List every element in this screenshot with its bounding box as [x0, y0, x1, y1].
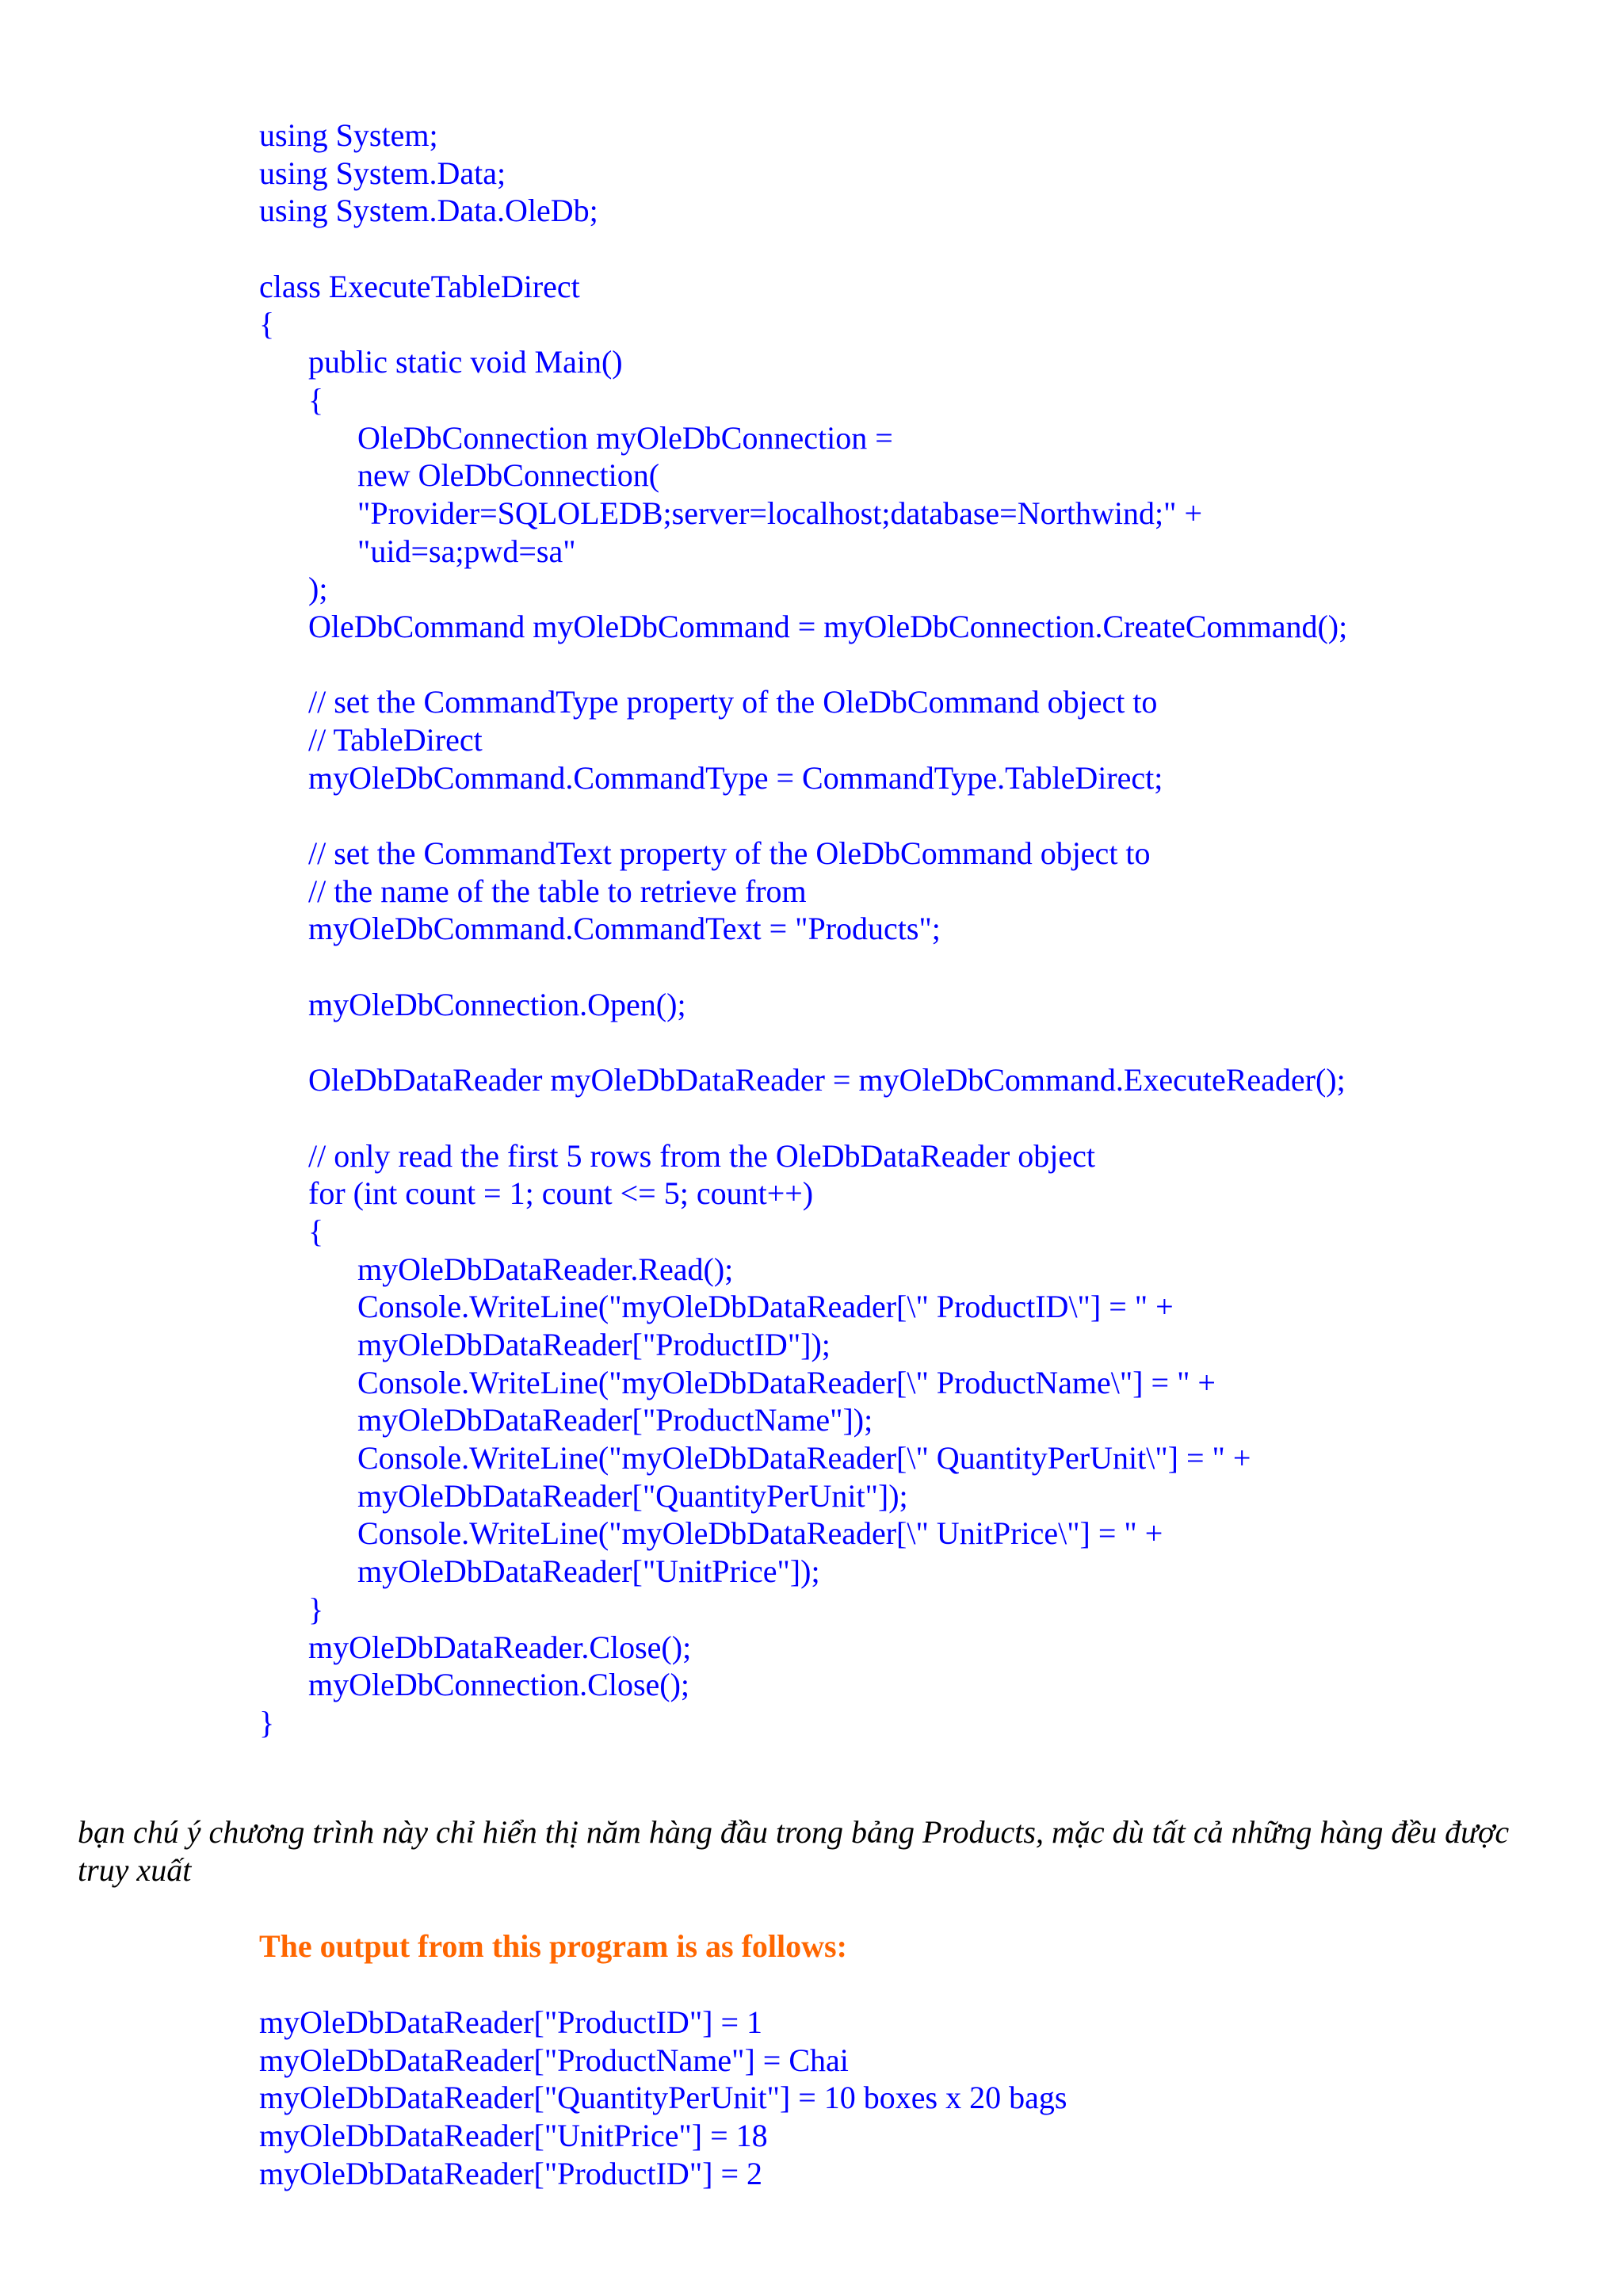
code-comment: // set the CommandType property of the OleDbCommand object to	[308, 684, 1158, 720]
code-line: Console.WriteLine("myOleDbDataReader[\" ProductID\"] = " +	[357, 1289, 1174, 1325]
code-line: myOleDbDataReader["UnitPrice"]);	[357, 1553, 820, 1590]
explanatory-note: bạn chú ý chương trình này chỉ hiển thị năm hàng đầu trong bảng Products, mặc dù tất cả những hàng đều được truy xuất	[78, 1814, 1510, 1888]
output-line: myOleDbDataReader["UnitPrice"] = 18	[259, 2118, 768, 2154]
code-line: OleDbConnection myOleDbConnection =	[357, 419, 893, 456]
code-line: myOleDbConnection.Close();	[308, 1667, 690, 1703]
code-line: {	[259, 306, 275, 342]
code-line: }	[259, 1704, 275, 1740]
code-line	[259, 797, 1606, 835]
code-comment: // only read the first 5 rows from the OleDbDataReader object	[308, 1137, 1096, 1174]
code-line: for (int count = 1; count <= 5; count++)	[308, 1175, 814, 1212]
code-line	[259, 1024, 1606, 1062]
code-line: myOleDbDataReader["ProductName"]);	[357, 1402, 873, 1438]
code-line: myOleDbDataReader.Read();	[357, 1251, 734, 1287]
output-line: myOleDbDataReader["ProductName"] = Chai	[259, 2042, 849, 2078]
code-line	[259, 230, 1606, 268]
code-line: myOleDbDataReader["ProductID"]);	[357, 1327, 831, 1362]
code-line: OleDbCommand myOleDbCommand = myOleDbConnection.CreateCommand();	[308, 608, 1348, 644]
output-line: myOleDbDataReader["QuantityPerUnit"] = 10 boxes x 20 bags	[259, 2080, 1067, 2116]
code-line: using System;	[259, 117, 438, 153]
output-line: myOleDbDataReader["ProductID"] = 2	[259, 2155, 763, 2191]
code-line	[259, 948, 1606, 986]
code-line: {	[308, 381, 324, 418]
code-line: Console.WriteLine("myOleDbDataReader[\" UnitPrice\"] = " +	[357, 1515, 1163, 1552]
code-line: using System.Data;	[259, 155, 506, 191]
code-line	[259, 1099, 1606, 1137]
code-line: using System.Data.OleDb;	[259, 193, 598, 229]
code-line: new OleDbConnection(	[357, 457, 660, 494]
code-line: Console.WriteLine("myOleDbDataReader[\" QuantityPerUnit\"] = " +	[357, 1440, 1251, 1477]
code-comment: // set the CommandText property of the OleDbCommand object to	[308, 835, 1151, 872]
code-line: myOleDbCommand.CommandType = CommandType.TableDirect;	[308, 759, 1163, 796]
code-line: }	[308, 1591, 324, 1627]
output-heading: The output from this program is as follows:	[259, 1928, 847, 1964]
code-line: myOleDbDataReader.Close();	[308, 1629, 692, 1665]
code-line: OleDbDataReader myOleDbDataReader = myOleDbCommand.ExecuteReader();	[308, 1062, 1346, 1098]
code-line: Console.WriteLine("myOleDbDataReader[\" ProductName\"] = " +	[357, 1364, 1216, 1400]
code-line: {	[308, 1213, 324, 1249]
code-line: "uid=sa;pwd=sa"	[357, 533, 576, 569]
code-line	[259, 646, 1606, 684]
program-output	[259, 2004, 1606, 2192]
code-line: );	[308, 571, 328, 607]
code-comment: // TableDirect	[308, 722, 483, 758]
code-line: class ExecuteTableDirect	[259, 268, 580, 304]
code-line: public static void Main()	[308, 344, 623, 380]
code-line: myOleDbDataReader["QuantityPerUnit"]);	[357, 1477, 908, 1514]
code-line: "Provider=SQLOLEDB;server=localhost;database=Northwind;" +	[357, 495, 1203, 531]
code-listing	[259, 117, 1606, 1742]
output-line: myOleDbDataReader["ProductID"] = 1	[259, 2004, 763, 2040]
code-line: myOleDbCommand.CommandText = "Products";	[308, 911, 941, 947]
code-comment: // the name of the table to retrieve from	[308, 873, 807, 909]
code-line: myOleDbConnection.Open();	[308, 986, 686, 1022]
